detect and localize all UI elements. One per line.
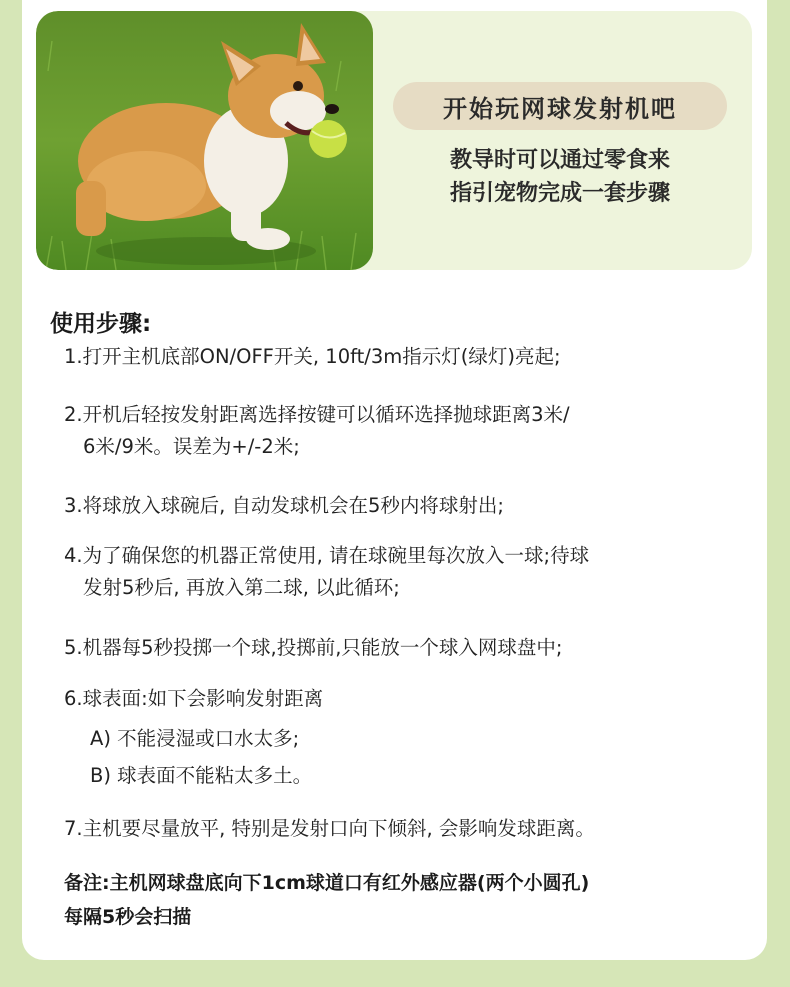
step-2 (64, 399, 570, 463)
usage-title: 使用步骤: (50, 311, 152, 337)
step-1: 1.打开主机底部ON/OFF开关, 10ft/3m指示灯(绿灯)亮起; (64, 345, 561, 368)
note-line1: 备注:主机网球盘底向下1cm球道口有红外感应器(两个小圆孔) (64, 872, 590, 894)
step-6-b: B) 球表面不能粘太多土。 (90, 764, 313, 787)
step-3: 3.将球放入球碗后, 自动发球机会在5秒内将球射出; (64, 494, 504, 517)
corgi-photo (36, 11, 373, 270)
note-line2: 每隔5秒会扫描 (64, 906, 192, 928)
step-2-line1: 2.开机后轻按发射距离选择按键可以循环选择抛球距离3米/ (64, 403, 570, 426)
hero-title: 开始玩网球发射机吧 (393, 82, 727, 130)
step-5: 5.机器每5秒投掷一个球,投掷前,只能放一个球入网球盘中; (64, 636, 563, 659)
step-4-line2: 发射5秒后, 再放入第二球, 以此循环; (83, 576, 400, 599)
step-6-a: A) 不能浸湿或口水太多; (90, 727, 300, 750)
step-7: 7.主机要尽量放平, 特别是发射口向下倾斜, 会影响发球距离。 (64, 817, 595, 840)
step-4 (64, 540, 589, 604)
step-4-line1: 4.为了确保您的机器正常使用, 请在球碗里每次放入一球;待球 (64, 544, 590, 567)
note (64, 866, 589, 934)
hero-desc-line2: 指引宠物完成一套步骤 (449, 181, 670, 206)
step-6: 6.球表面:如下会影响发射距离 (64, 687, 324, 710)
step-2-line2: 6米/9米。误差为+/-2米; (83, 435, 300, 458)
hero-description (388, 144, 732, 210)
hero-banner (36, 11, 752, 270)
hero-desc-line1: 教导时可以通过零食来 (449, 148, 670, 173)
